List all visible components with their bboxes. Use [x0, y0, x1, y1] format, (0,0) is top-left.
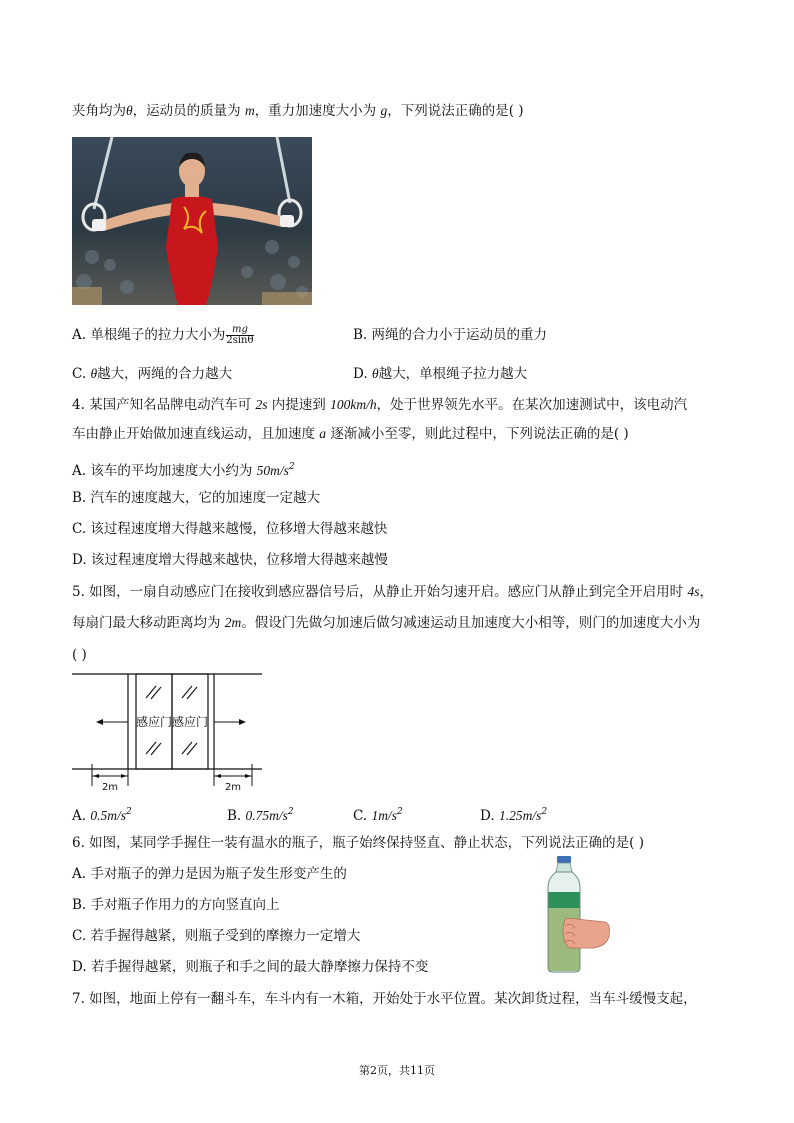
q4-stem-line1: 4. 某国产知名品牌电动汽车可 2s 内提速到 100km/h，处于世界领先水平。在某次加速测试中，该电动汽: [72, 397, 688, 413]
q5-option-d: D. $1.25m/s^2$: [480, 807, 548, 824]
q3-option-b: B. 两绳的合力小于运动员的重力: [353, 327, 548, 343]
door-label-right: 感应门: [171, 715, 209, 729]
bottle-hand-illustration: [545, 856, 615, 978]
dim-label-left: 2m: [101, 782, 119, 793]
q3-stem: 夹角均为θ，运动员的质量为 m，重力加速度大小为 g，下列说法正确的是( ): [72, 103, 524, 119]
q3-option-a: A. 单根绳子的拉力大小为 $\frac{mg}{2\sin\theta}$: [72, 324, 254, 346]
q6-stem: 6. 如图，某同学手握住一装有温水的瓶子，瓶子始终保持竖直、静止状态，下列说法正确的是( ): [72, 835, 644, 851]
q5-option-c: C. $1m/s^2$: [353, 807, 403, 824]
q5-stem-line2: 每扇门最大移动距离均为 2m。假设门先做匀加速后做匀减速运动且加速度大小相等，则门的加速度大小为: [72, 615, 701, 631]
q6-option-a: A. 手对瓶子的弹力是因为瓶子发生形变产生的: [72, 866, 347, 882]
q5-stem-line1: 5. 如图，一扇自动感应门在接收到感应器信号后，从静止开始匀速开启。感应门从静止到完全开启用时 4s，: [72, 584, 713, 600]
q3-option-d: D. θ越大，单根绳子拉力越大: [353, 366, 528, 382]
q3-option-c: C. θ越大，两绳的合力越大: [72, 366, 233, 382]
q4-option-c: C. 该过程速度增大得越来越慢，位移增大得越来越快: [72, 521, 388, 537]
q5-option-a: A. $0.5m/s^2$: [72, 807, 132, 824]
dim-label-right: 2m: [224, 782, 242, 793]
q5-option-b: B. $0.75m/s^2$: [227, 807, 294, 824]
q4-stem-line2: 车由静止开始做加速直线运动，且加速度 a 逐渐减小至零，则此过程中，下列说法正确的是( ): [72, 426, 629, 442]
sliding-door-diagram: [72, 668, 272, 800]
q6-option-b: B. 手对瓶子作用力的方向竖直向上: [72, 897, 280, 913]
q6-option-c: C. 若手握得越紧，则瓶子受到的摩擦力一定增大: [72, 928, 361, 944]
q4-option-d: D. 该过程速度增大得越来越快，位移增大得越来越慢: [72, 552, 388, 568]
q7-stem: 7. 如图，地面上停有一翻斗车，车斗内有一木箱，开始处于水平位置。某次卸货过程，当车斗缓慢支起，: [72, 991, 697, 1007]
q6-option-d: D. 若手握得越紧，则瓶子和手之间的最大静摩擦力保持不变: [72, 959, 429, 975]
gymnast-rings-photo: [72, 137, 312, 305]
door-label-left: 感应门: [135, 715, 173, 729]
q4-option-b: B. 汽车的速度越大，它的加速度一定越大: [72, 490, 321, 506]
q4-option-a: A. 该车的平均加速度大小约为 $50m/s^2$: [72, 462, 295, 479]
fraction-mg-over-2sintheta: $\frac{mg}{2\sin\theta}$: [226, 324, 254, 346]
q5-stem-line3: ( ): [72, 647, 87, 663]
page-footer: 第2页，共11页: [359, 1064, 435, 1077]
